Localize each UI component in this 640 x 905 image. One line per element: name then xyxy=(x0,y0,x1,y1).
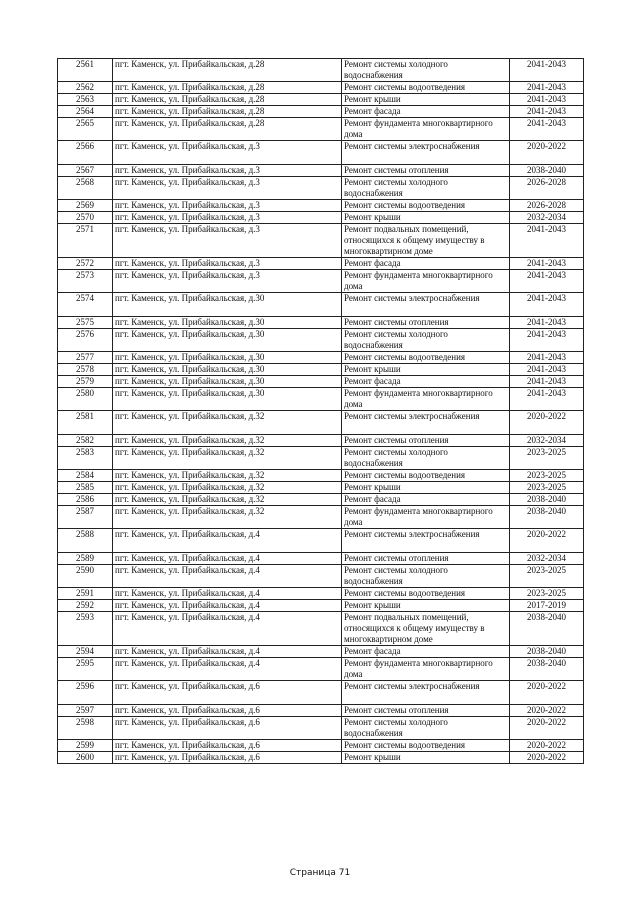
row-address: пгт. Каменск, ул. Прибайкальская, д.6 xyxy=(113,740,342,752)
row-number: 2566 xyxy=(58,141,113,165)
table-row xyxy=(58,565,584,588)
row-address: пгт. Каменск, ул. Прибайкальская, д.3 xyxy=(113,212,342,224)
row-number: 2597 xyxy=(58,705,113,717)
row-period: 2023-2025 xyxy=(510,470,584,482)
row-period: 2026-2028 xyxy=(510,200,584,212)
row-period: 2041-2043 xyxy=(510,59,584,82)
row-period: 2041-2043 xyxy=(510,352,584,364)
row-number: 2575 xyxy=(58,317,113,329)
row-number: 2580 xyxy=(58,388,113,411)
row-number: 2574 xyxy=(58,293,113,317)
row-number: 2571 xyxy=(58,224,113,258)
row-period: 2020-2022 xyxy=(510,141,584,165)
row-work-type: Ремонт фасада xyxy=(342,258,510,270)
row-address: пгт. Каменск, ул. Прибайкальская, д.6 xyxy=(113,681,342,705)
row-number: 2573 xyxy=(58,270,113,293)
row-address: пгт. Каменск, ул. Прибайкальская, д.6 xyxy=(113,705,342,717)
table-row xyxy=(58,553,584,565)
row-work-type: Ремонт системы холодного водоснабжения xyxy=(342,717,510,740)
row-period: 2041-2043 xyxy=(510,106,584,118)
table-row xyxy=(58,212,584,224)
row-number: 2584 xyxy=(58,470,113,482)
row-address: пгт. Каменск, ул. Прибайкальская, д.32 xyxy=(113,435,342,447)
table-row xyxy=(58,376,584,388)
row-number: 2568 xyxy=(58,177,113,200)
row-number: 2577 xyxy=(58,352,113,364)
row-work-type: Ремонт системы водоотведения xyxy=(342,82,510,94)
table-row xyxy=(58,646,584,658)
table-row xyxy=(58,752,584,764)
row-work-type: Ремонт подвальных помещений, относящихся к общему имуществу в многоквартирном доме xyxy=(342,612,510,646)
row-address: пгт. Каменск, ул. Прибайкальская, д.3 xyxy=(113,177,342,200)
table-row xyxy=(58,270,584,293)
row-period: 2041-2043 xyxy=(510,94,584,106)
row-number: 2587 xyxy=(58,506,113,529)
row-period: 2032-2034 xyxy=(510,553,584,565)
row-work-type: Ремонт фасада xyxy=(342,376,510,388)
row-period: 2041-2043 xyxy=(510,293,584,317)
row-number: 2591 xyxy=(58,588,113,600)
row-address: пгт. Каменск, ул. Прибайкальская, д.28 xyxy=(113,118,342,141)
row-number: 2564 xyxy=(58,106,113,118)
row-number: 2565 xyxy=(58,118,113,141)
repair-schedule-table xyxy=(57,58,584,764)
table-row xyxy=(58,177,584,200)
table-row xyxy=(58,506,584,529)
row-address: пгт. Каменск, ул. Прибайкальская, д.4 xyxy=(113,658,342,681)
row-period: 2041-2043 xyxy=(510,388,584,411)
row-work-type: Ремонт крыши xyxy=(342,94,510,106)
row-period: 2026-2028 xyxy=(510,177,584,200)
row-work-type: Ремонт системы водоотведения xyxy=(342,470,510,482)
row-number: 2586 xyxy=(58,494,113,506)
row-address: пгт. Каменск, ул. Прибайкальская, д.3 xyxy=(113,200,342,212)
row-work-type: Ремонт системы электроснабжения xyxy=(342,293,510,317)
row-number: 2567 xyxy=(58,165,113,177)
table-row xyxy=(58,82,584,94)
row-period: 2041-2043 xyxy=(510,118,584,141)
table-row xyxy=(58,494,584,506)
row-address: пгт. Каменск, ул. Прибайкальская, д.6 xyxy=(113,717,342,740)
row-work-type: Ремонт фундамента многоквартирного дома xyxy=(342,506,510,529)
row-period: 2020-2022 xyxy=(510,411,584,435)
row-work-type: Ремонт системы отопления xyxy=(342,317,510,329)
row-address: пгт. Каменск, ул. Прибайкальская, д.3 xyxy=(113,141,342,165)
row-number: 2578 xyxy=(58,364,113,376)
row-work-type: Ремонт системы отопления xyxy=(342,165,510,177)
table-row xyxy=(58,681,584,705)
row-number: 2595 xyxy=(58,658,113,681)
table-row xyxy=(58,106,584,118)
table-row xyxy=(58,293,584,317)
table-row xyxy=(58,94,584,106)
table-row xyxy=(58,411,584,435)
row-address: пгт. Каменск, ул. Прибайкальская, д.32 xyxy=(113,506,342,529)
row-work-type: Ремонт крыши xyxy=(342,752,510,764)
row-work-type: Ремонт фундамента многоквартирного дома xyxy=(342,118,510,141)
row-number: 2563 xyxy=(58,94,113,106)
row-number: 2593 xyxy=(58,612,113,646)
table-row xyxy=(58,352,584,364)
row-address: пгт. Каменск, ул. Прибайкальская, д.4 xyxy=(113,646,342,658)
row-number: 2581 xyxy=(58,411,113,435)
row-period: 2020-2022 xyxy=(510,529,584,553)
row-address: пгт. Каменск, ул. Прибайкальская, д.4 xyxy=(113,529,342,553)
row-work-type: Ремонт крыши xyxy=(342,212,510,224)
row-address: пгт. Каменск, ул. Прибайкальская, д.32 xyxy=(113,494,342,506)
row-number: 2596 xyxy=(58,681,113,705)
row-number: 2598 xyxy=(58,717,113,740)
row-period: 2020-2022 xyxy=(510,681,584,705)
row-period: 2017-2019 xyxy=(510,600,584,612)
row-address: пгт. Каменск, ул. Прибайкальская, д.30 xyxy=(113,329,342,352)
row-work-type: Ремонт системы электроснабжения xyxy=(342,529,510,553)
row-address: пгт. Каменск, ул. Прибайкальская, д.32 xyxy=(113,447,342,470)
row-work-type: Ремонт системы электроснабжения xyxy=(342,681,510,705)
row-period: 2041-2043 xyxy=(510,270,584,293)
table-row xyxy=(58,658,584,681)
row-address: пгт. Каменск, ул. Прибайкальская, д.32 xyxy=(113,411,342,435)
table-row xyxy=(58,165,584,177)
row-period: 2038-2040 xyxy=(510,658,584,681)
row-address: пгт. Каменск, ул. Прибайкальская, д.4 xyxy=(113,588,342,600)
row-work-type: Ремонт системы электроснабжения xyxy=(342,411,510,435)
table-row xyxy=(58,529,584,553)
row-work-type: Ремонт системы холодного водоснабжения xyxy=(342,447,510,470)
row-address: пгт. Каменск, ул. Прибайкальская, д.4 xyxy=(113,565,342,588)
row-address: пгт. Каменск, ул. Прибайкальская, д.32 xyxy=(113,482,342,494)
row-address: пгт. Каменск, ул. Прибайкальская, д.3 xyxy=(113,258,342,270)
row-work-type: Ремонт системы отопления xyxy=(342,553,510,565)
row-address: пгт. Каменск, ул. Прибайкальская, д.4 xyxy=(113,600,342,612)
row-work-type: Ремонт крыши xyxy=(342,482,510,494)
row-address: пгт. Каменск, ул. Прибайкальская, д.30 xyxy=(113,317,342,329)
row-address: пгт. Каменск, ул. Прибайкальская, д.30 xyxy=(113,293,342,317)
row-period: 2038-2040 xyxy=(510,506,584,529)
row-number: 2561 xyxy=(58,59,113,82)
row-number: 2589 xyxy=(58,553,113,565)
row-period: 2041-2043 xyxy=(510,258,584,270)
table-body xyxy=(58,59,584,764)
page-number: Страница 71 xyxy=(289,868,351,878)
row-period: 2038-2040 xyxy=(510,646,584,658)
row-address: пгт. Каменск, ул. Прибайкальская, д.30 xyxy=(113,352,342,364)
table-row xyxy=(58,258,584,270)
row-period: 2041-2043 xyxy=(510,376,584,388)
table-row xyxy=(58,388,584,411)
row-period: 2020-2022 xyxy=(510,740,584,752)
row-period: 2041-2043 xyxy=(510,224,584,258)
row-number: 2570 xyxy=(58,212,113,224)
row-period: 2041-2043 xyxy=(510,82,584,94)
row-work-type: Ремонт системы водоотведения xyxy=(342,740,510,752)
table-row xyxy=(58,317,584,329)
row-period: 2038-2040 xyxy=(510,494,584,506)
row-address: пгт. Каменск, ул. Прибайкальская, д.4 xyxy=(113,553,342,565)
row-period: 2038-2040 xyxy=(510,165,584,177)
row-number: 2590 xyxy=(58,565,113,588)
row-number: 2592 xyxy=(58,600,113,612)
row-period: 2041-2043 xyxy=(510,329,584,352)
row-period: 2023-2025 xyxy=(510,482,584,494)
row-period: 2041-2043 xyxy=(510,364,584,376)
row-number: 2583 xyxy=(58,447,113,470)
row-work-type: Ремонт крыши xyxy=(342,600,510,612)
table-row xyxy=(58,329,584,352)
row-work-type: Ремонт фундамента многоквартирного дома xyxy=(342,388,510,411)
table-row xyxy=(58,600,584,612)
row-address: пгт. Каменск, ул. Прибайкальская, д.3 xyxy=(113,270,342,293)
row-address: пгт. Каменск, ул. Прибайкальская, д.28 xyxy=(113,94,342,106)
table-row xyxy=(58,482,584,494)
table-row xyxy=(58,200,584,212)
row-period: 2041-2043 xyxy=(510,317,584,329)
row-number: 2562 xyxy=(58,82,113,94)
row-period: 2038-2040 xyxy=(510,612,584,646)
row-work-type: Ремонт подвальных помещений, относящихся к общему имуществу в многоквартирном доме xyxy=(342,224,510,258)
row-number: 2594 xyxy=(58,646,113,658)
row-address: пгт. Каменск, ул. Прибайкальская, д.28 xyxy=(113,59,342,82)
row-number: 2572 xyxy=(58,258,113,270)
row-work-type: Ремонт фасада xyxy=(342,494,510,506)
row-address: пгт. Каменск, ул. Прибайкальская, д.30 xyxy=(113,364,342,376)
table-row xyxy=(58,59,584,82)
row-work-type: Ремонт системы водоотведения xyxy=(342,352,510,364)
row-number: 2588 xyxy=(58,529,113,553)
row-work-type: Ремонт системы отопления xyxy=(342,435,510,447)
row-address: пгт. Каменск, ул. Прибайкальская, д.30 xyxy=(113,376,342,388)
row-period: 2023-2025 xyxy=(510,588,584,600)
row-work-type: Ремонт фасада xyxy=(342,646,510,658)
row-work-type: Ремонт фундамента многоквартирного дома xyxy=(342,270,510,293)
row-address: пгт. Каменск, ул. Прибайкальская, д.3 xyxy=(113,165,342,177)
row-number: 2599 xyxy=(58,740,113,752)
row-number: 2582 xyxy=(58,435,113,447)
row-work-type: Ремонт системы холодного водоснабжения xyxy=(342,59,510,82)
table-row xyxy=(58,740,584,752)
row-work-type: Ремонт системы отопления xyxy=(342,705,510,717)
table-row xyxy=(58,705,584,717)
row-address: пгт. Каменск, ул. Прибайкальская, д.32 xyxy=(113,470,342,482)
table-row xyxy=(58,364,584,376)
table-row xyxy=(58,588,584,600)
table-row xyxy=(58,224,584,258)
row-address: пгт. Каменск, ул. Прибайкальская, д.28 xyxy=(113,106,342,118)
row-work-type: Ремонт системы водоотведения xyxy=(342,588,510,600)
row-number: 2579 xyxy=(58,376,113,388)
row-address: пгт. Каменск, ул. Прибайкальская, д.4 xyxy=(113,612,342,646)
row-work-type: Ремонт крыши xyxy=(342,364,510,376)
row-work-type: Ремонт фундамента многоквартирного дома xyxy=(342,658,510,681)
row-period: 2020-2022 xyxy=(510,717,584,740)
row-work-type: Ремонт системы электроснабжения xyxy=(342,141,510,165)
row-number: 2600 xyxy=(58,752,113,764)
table-row xyxy=(58,447,584,470)
row-address: пгт. Каменск, ул. Прибайкальская, д.30 xyxy=(113,388,342,411)
row-work-type: Ремонт системы холодного водоснабжения xyxy=(342,177,510,200)
table-row xyxy=(58,141,584,165)
row-number: 2569 xyxy=(58,200,113,212)
row-period: 2032-2034 xyxy=(510,212,584,224)
row-period: 2020-2022 xyxy=(510,705,584,717)
table-row xyxy=(58,612,584,646)
row-number: 2585 xyxy=(58,482,113,494)
row-work-type: Ремонт фасада xyxy=(342,106,510,118)
row-address: пгт. Каменск, ул. Прибайкальская, д.3 xyxy=(113,224,342,258)
table-row xyxy=(58,435,584,447)
row-address: пгт. Каменск, ул. Прибайкальская, д.6 xyxy=(113,752,342,764)
table-row xyxy=(58,717,584,740)
table-row xyxy=(58,470,584,482)
table-row xyxy=(58,118,584,141)
row-address: пгт. Каменск, ул. Прибайкальская, д.28 xyxy=(113,82,342,94)
row-work-type: Ремонт системы водоотведения xyxy=(342,200,510,212)
row-period: 2023-2025 xyxy=(510,565,584,588)
row-number: 2576 xyxy=(58,329,113,352)
row-period: 2032-2034 xyxy=(510,435,584,447)
row-work-type: Ремонт системы холодного водоснабжения xyxy=(342,329,510,352)
row-period: 2023-2025 xyxy=(510,447,584,470)
row-work-type: Ремонт системы холодного водоснабжения xyxy=(342,565,510,588)
row-period: 2020-2022 xyxy=(510,752,584,764)
